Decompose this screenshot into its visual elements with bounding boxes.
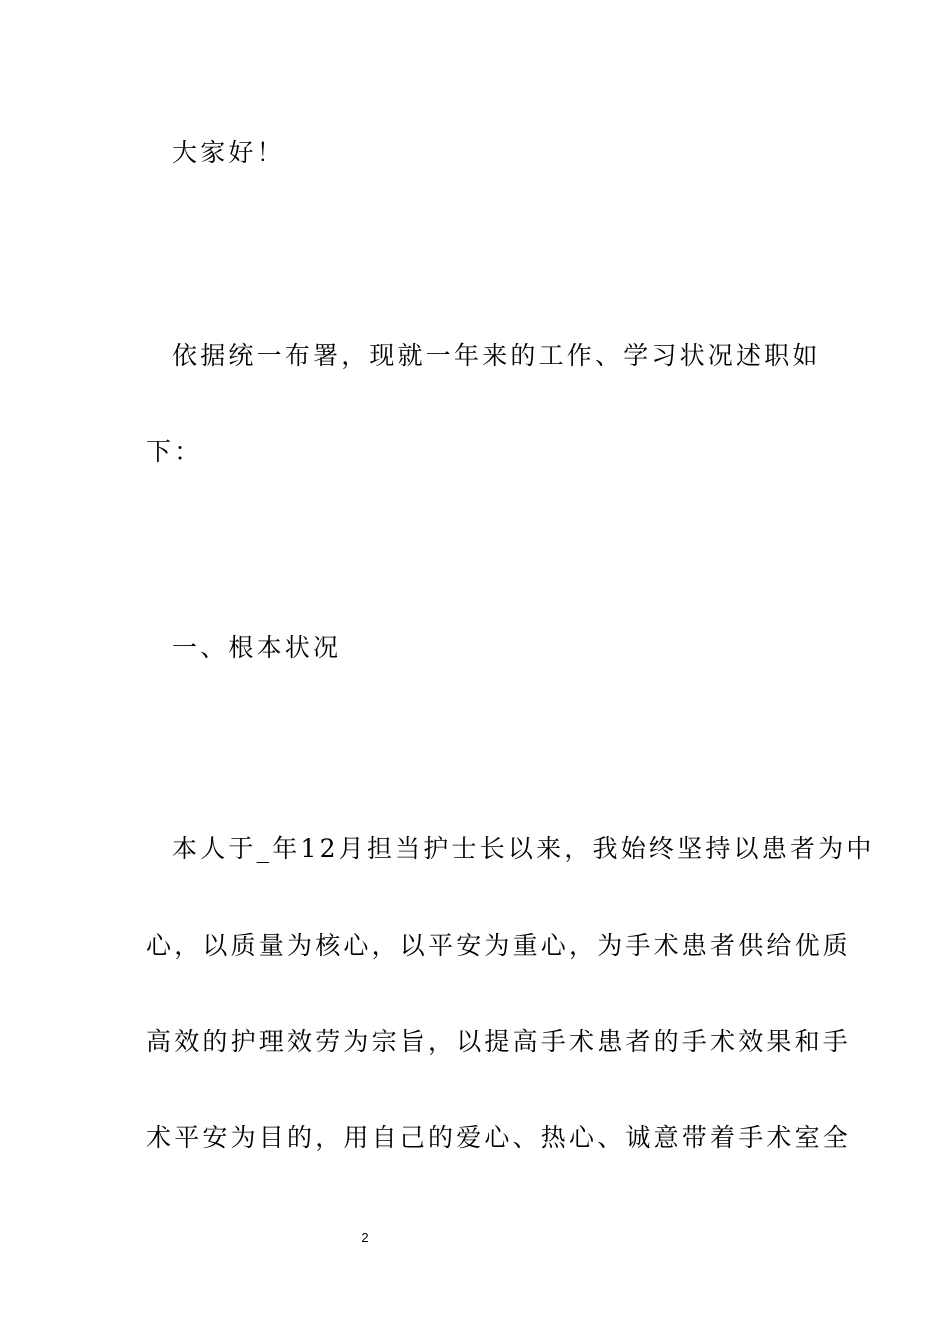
section-heading: 一、根本状况 [172,633,342,662]
greeting-text: 大家好！ [172,138,285,167]
intro-line-1: 依据统一布署，现就一年来的工作、学习状况述职如 [172,341,821,370]
paragraph-line: 本人于_年12月担当护士长以来，我始终坚持以患者为中 [172,834,875,863]
intro-line-2: 下： [146,437,203,466]
paragraph-line: 高效的护理效劳为宗旨，以提高手术患者的手术效果和手 [146,1027,852,1056]
page-number: 2 [361,1230,369,1245]
paragraph-line: 术平安为目的，用自己的爱心、热心、诚意带着手术室全 [146,1123,852,1152]
paragraph-line: 心，以质量为核心，以平安为重心，为手术患者供给优质 [146,931,852,960]
